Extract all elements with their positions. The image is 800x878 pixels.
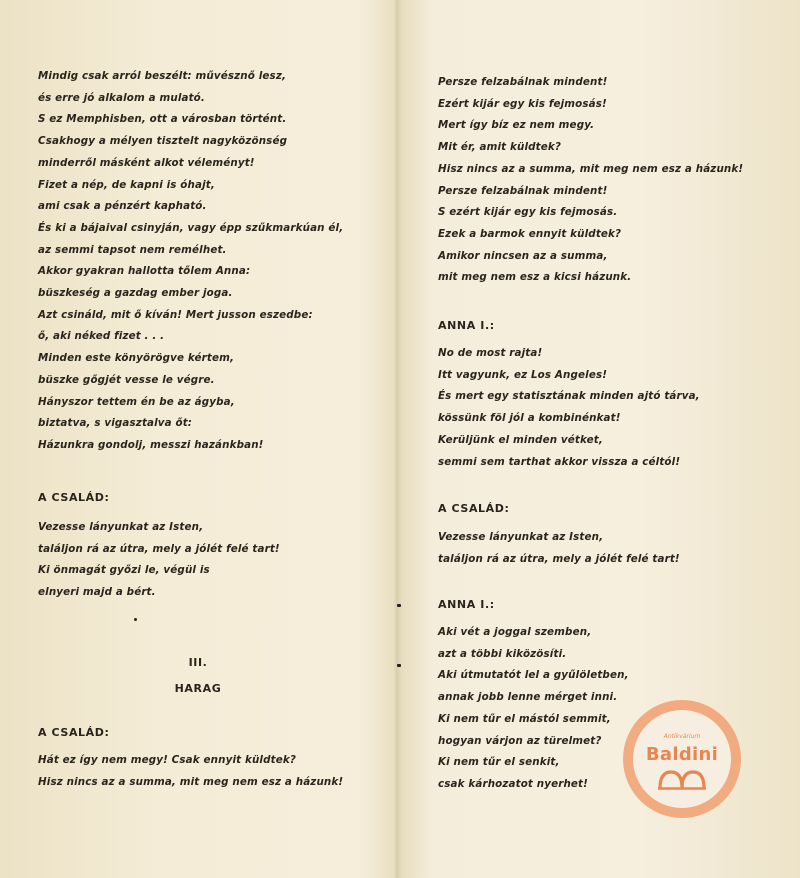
verse-line: csak kárhozatot nyerhet! [438,777,588,790]
verse-line: minderről másként alkot véleményt! [38,156,255,169]
speaker-heading: A CSALÁD: [38,726,110,739]
verse-line: Csakhogy a mélyen tisztelt nagyközönség [38,135,288,148]
verse-line: Fizet a nép, de kapni is óhajt, [38,178,215,191]
verse-line: büszkeség a gazdag ember joga. [38,287,233,299]
verse-line: és erre jó alkalom a mulató. [38,91,205,104]
speaker-heading: A CSALÁD: [38,491,110,504]
verse-line: Ki önmagát győzi le, végül is [38,564,210,577]
verse-line: mit meg nem esz a kicsi házunk. [438,271,632,284]
verse-line: Amikor nincsen az a summa, [438,249,608,262]
left-page-text [0,0,398,878]
verse-line: találjon rá az útra, mely a jólét felé tart! [38,542,280,555]
section-title: HARAG [174,682,222,695]
verse-line: az semmi tapsot nem remélhet. [38,243,227,256]
verse-line: Mert így bíz ez nem megy. [438,119,595,132]
verse-line: hogyan várjon az türelmet? [438,734,602,747]
verse-line: semmi sem tarthat akkor vissza a céltól! [438,455,681,468]
verse-line: Ki nem tűr el mástól semmit, [438,712,611,725]
verse-line: No de most rajta! [438,347,543,359]
verse-line: annak jobb lenne mérget inni. [438,691,618,704]
verse-line: azt a többi kiközösíti. [438,647,567,660]
verse-line: Hát ez így nem megy! Csak ennyit küldtek? [38,754,296,766]
verse-line: Mit ér, amit küldtek? [438,141,561,154]
verse-line: Aki vét a joggal szemben, [438,626,592,638]
stamp-name: Baldini [645,744,719,765]
verse-line: Vezesse lányunkat az Isten, [438,531,604,543]
verse-line: És ki a bájaival csinyján, vagy épp szűkmarkúan él, [38,221,344,234]
verse-line: Vezesse lányunkat az Isten, [38,521,204,533]
verse-line: Kerüljünk el minden vétket, [438,433,603,446]
gutter-mark [397,664,401,667]
right-page [400,0,800,878]
verse-line: Minden este könyörögve kértem, [38,352,235,365]
verse-line: Persze felzabálnak mindent! [438,76,608,88]
stamp-inner [633,710,731,808]
speaker-heading: A CSALÁD: [438,502,510,515]
verse-line: Persze felzabálnak mindent! [438,184,608,197]
verse-line: biztatva, s vigasztalva őt: [38,417,193,430]
library-stamp [623,700,741,818]
verse-line: kössünk föl jól a kombinénkat! [438,412,621,425]
verse-line: büszke gőgjét vesse le végre. [38,373,215,386]
left-page [0,0,398,878]
gutter-mark [397,604,401,607]
verse-line: Hányszor tettem én be az ágyba, [38,395,235,408]
right-page-text [400,0,800,878]
verse-line: És mert egy statisztának minden ajtó tárva, [438,390,700,403]
speaker-heading: ANNA I.: [438,598,495,611]
verse-line: Hisz nincs az a summa, mit meg nem esz a házunk! [438,162,744,175]
verse-line: Aki útmutatót lel a gyűlöletben, [438,669,629,682]
section-number: III. [188,656,208,669]
verse-line: Ezért kijár egy kis fejmosás! [438,97,607,110]
verse-line: Mindig csak arról beszélt: művésznő lesz, [38,70,287,82]
verse-line: Hisz nincs az a summa, mit meg nem esz a házunk! [38,775,344,788]
verse-line: ő, aki néked fizet . . . [38,330,165,343]
verse-line: elnyeri majd a bért. [38,586,156,599]
verse-line: S ezért kijár egy kis fejmosás. [438,206,618,219]
verse-line: Ezek a barmok ennyit küldtek? [438,227,622,240]
verse-line: Akkor gyakran hallotta tőlem Anna: [38,265,251,278]
stamp-arch-icon [657,768,707,790]
verse-line: ami csak a pénzért kapható. [38,200,207,213]
speaker-heading: ANNA I.: [438,319,495,332]
stamp-top-text: Antikvárium [663,733,701,740]
verse-line: Házunkra gondolj, messzi hazánkban! [38,438,264,451]
verse-line: Itt vagyunk, ez Los Angeles! [438,368,608,381]
page-dot [134,618,137,621]
verse-line: S ez Memphisben, ott a városban történt. [38,113,287,126]
verse-line: találjon rá az útra, mely a jólét felé tart! [438,552,680,565]
verse-line: Ki nem tűr el senkit, [438,756,560,769]
verse-line: Azt csináld, mit ő kíván! Mert jusson eszedbe: [38,308,313,321]
